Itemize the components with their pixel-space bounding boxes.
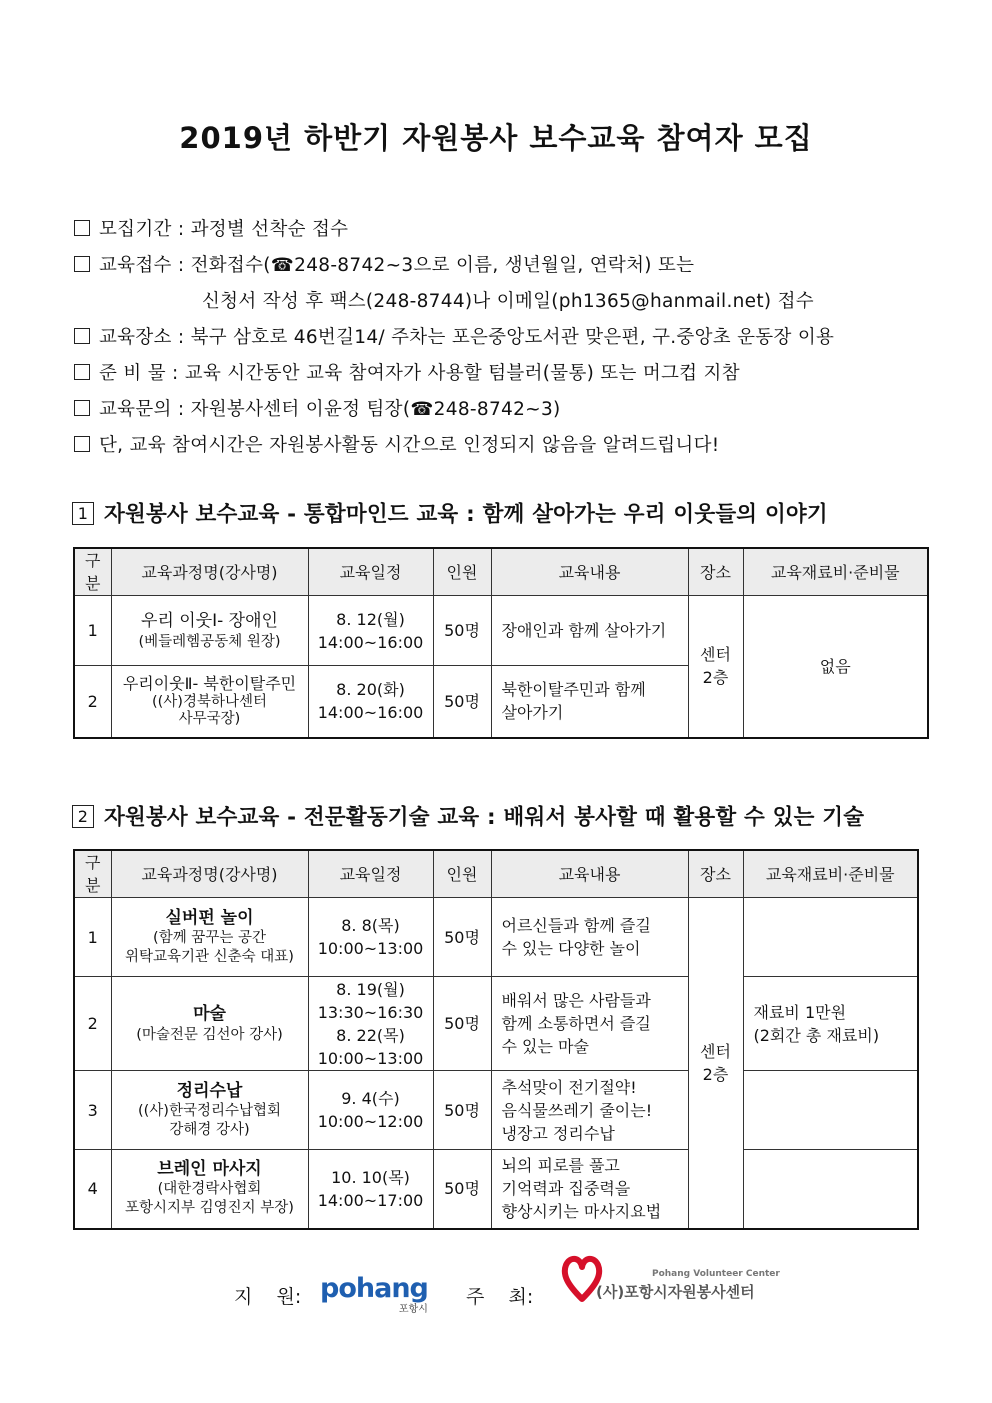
section-number-badge: 2 <box>72 805 94 828</box>
col-header-no: 구분 <box>74 548 111 596</box>
notice-recruitment-period: 모집기간 : 과정별 선착순 접수 <box>74 215 348 241</box>
notice-inquiry: 교육문의 : 자원봉사센터 이윤정 팀장(☎248-8742~3) <box>74 395 561 421</box>
content-cell: 뇌의 피로를 풀고 기억력과 집중력을 향상시키는 마사지요법 <box>491 1150 688 1229</box>
location-cell: 센터 2층 <box>688 596 743 738</box>
col-header-materials: 교육재료비·준비물 <box>743 548 928 596</box>
course-cell: 정리수납 ((사)한국정리수납협회 강해경 강사) <box>111 1071 308 1150</box>
materials-cell: 재료비 1만원 (2회간 총 재료비) <box>743 977 918 1071</box>
checkbox-icon <box>74 256 90 272</box>
schedule-cell: 9. 4(수) 10:00~12:00 <box>308 1071 433 1150</box>
course-cell: 실버펀 놀이 (함께 꿈꾸는 공간 위탁교육기관 신춘숙 대표) <box>111 898 308 977</box>
materials-cell: 없음 <box>743 596 928 738</box>
course-cell: 우리이웃Ⅱ- 북한이탈주민 ((사)경북하나센터 사무국장) <box>111 666 308 738</box>
people-cell: 50명 <box>433 1071 491 1150</box>
content-cell: 장애인과 함께 살아가기 <box>491 596 688 666</box>
people-cell: 50명 <box>433 666 491 738</box>
materials-cell <box>743 898 918 977</box>
col-header-materials: 교육재료비·준비물 <box>743 850 918 898</box>
schedule-cell: 8. 12(월) 14:00~16:00 <box>308 596 433 666</box>
row-number: 3 <box>74 1071 111 1150</box>
table-row <box>74 1150 918 1229</box>
people-cell: 50명 <box>433 596 491 666</box>
row-number: 4 <box>74 1150 111 1229</box>
notice-preparation: 준 비 물 : 교육 시간동안 교육 참여자가 사용할 텀블러(물통) 또는 머그컵 지참 <box>74 359 740 385</box>
col-header-people: 인원 <box>433 850 491 898</box>
table-row <box>74 1071 918 1150</box>
notice-registration: 교육접수 : 전화접수(☎248-8742~3으로 이름, 생년월일, 연락처) 또는 <box>74 251 694 277</box>
table-header-row <box>74 850 918 898</box>
people-cell: 50명 <box>433 977 491 1071</box>
col-header-content: 교육내용 <box>491 850 688 898</box>
course-cell: 마술 (마술전문 김선아 강사) <box>111 977 308 1071</box>
checkbox-icon <box>74 220 90 236</box>
row-number: 2 <box>74 977 111 1071</box>
page-title: 2019년 하반기 자원봉사 보수교육 참여자 모집 <box>179 121 813 155</box>
col-header-location: 장소 <box>688 850 743 898</box>
row-number: 1 <box>74 596 111 666</box>
notice-location: 교육장소 : 북구 삼호로 46번길14/ 주차는 포은중앙도서관 맞은편, 구.중앙초 운동장 이용 <box>74 323 834 349</box>
location-cell: 센터 2층 <box>688 898 743 1229</box>
people-cell: 50명 <box>433 1150 491 1229</box>
col-header-no: 구분 <box>74 850 111 898</box>
section1-heading: 1 자원봉사 보수교육 - 통합마인드 교육 : 함께 살아가는 우리 이웃들의 이야기 <box>72 497 828 528</box>
notice-disclaimer: 단, 교육 참여시간은 자원봉사활동 시간으로 인정되지 않음을 알려드립니다! <box>74 431 719 457</box>
table-row <box>74 898 918 977</box>
col-header-course: 교육과정명(강사명) <box>111 850 308 898</box>
schedule-cell: 8. 8(목) 10:00~13:00 <box>308 898 433 977</box>
col-header-schedule: 교육일정 <box>308 548 433 596</box>
materials-cell <box>743 1071 918 1150</box>
section2-heading: 2 자원봉사 보수교육 - 전문활동기술 교육 : 배워서 봉사할 때 활용할 수 있는 기술 <box>72 800 864 831</box>
materials-cell <box>743 1150 918 1229</box>
schedule-cell: 8. 20(화) 14:00~16:00 <box>308 666 433 738</box>
row-number: 1 <box>74 898 111 977</box>
support-label: 지 원: <box>234 1286 302 1308</box>
checkbox-icon <box>74 364 90 380</box>
table-header-row <box>74 548 928 596</box>
section2-table <box>73 849 919 1230</box>
course-cell: 브레인 마사지 (대한경락사협회 포항시지부 김영진지 부장) <box>111 1150 308 1229</box>
col-header-schedule: 교육일정 <box>308 850 433 898</box>
people-cell: 50명 <box>433 898 491 977</box>
col-header-course: 교육과정명(강사명) <box>111 548 308 596</box>
col-header-location: 장소 <box>688 548 743 596</box>
schedule-cell: 8. 19(월) 13:30~16:30 8. 22(목) 10:00~13:00 <box>308 977 433 1071</box>
checkbox-icon <box>74 436 90 452</box>
checkbox-icon <box>74 328 90 344</box>
col-header-people: 인원 <box>433 548 491 596</box>
row-number: 2 <box>74 666 111 738</box>
host-label: 주 최: <box>466 1286 534 1308</box>
col-header-content: 교육내용 <box>491 548 688 596</box>
schedule-cell: 10. 10(목) 14:00~17:00 <box>308 1150 433 1229</box>
table-row <box>74 596 928 666</box>
notice-registration-cont: 신청서 작성 후 팩스(248-8744)나 이메일(ph1365@hanmail.net) 접수 <box>202 291 814 312</box>
content-cell: 추석맞이 전기절약! 음식물쓰레기 줄이는! 냉장고 정리수납 <box>491 1071 688 1150</box>
content-cell: 북한이탈주민과 함께 살아가기 <box>491 666 688 738</box>
section-number-badge: 1 <box>72 502 94 525</box>
content-cell: 어르신들과 함께 즐길 수 있는 다양한 놀이 <box>491 898 688 977</box>
course-cell: 우리 이웃Ⅰ- 장애인 (베들레헴공동체 원장) <box>111 596 308 666</box>
content-cell: 배워서 많은 사람들과 함께 소통하면서 즐길 수 있는 마술 <box>491 977 688 1071</box>
pohang-city-logo: pohang 포항시 <box>320 1273 428 1315</box>
table-row <box>74 977 918 1071</box>
section1-table <box>73 547 929 739</box>
checkbox-icon <box>74 400 90 416</box>
